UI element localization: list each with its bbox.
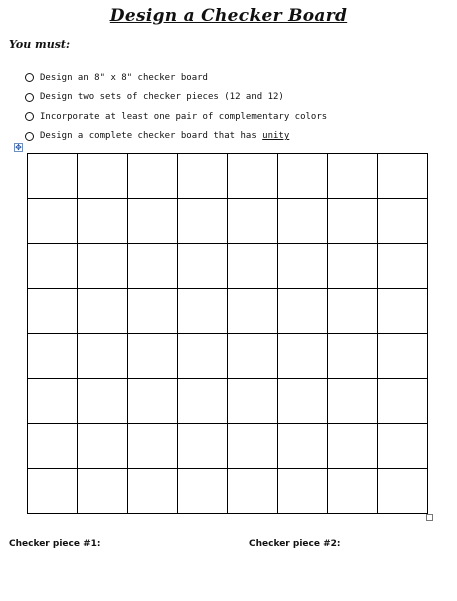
board-cell[interactable] [78, 289, 128, 334]
board-row [28, 244, 428, 289]
board-cell[interactable] [278, 289, 328, 334]
board-cell[interactable] [128, 469, 178, 514]
board-cell[interactable] [178, 289, 228, 334]
board-cell[interactable] [378, 199, 428, 244]
board-cell[interactable] [278, 199, 328, 244]
board-cell[interactable] [178, 244, 228, 289]
board-cell[interactable] [228, 289, 278, 334]
requirement-item [25, 68, 327, 88]
circle-bullet-icon [25, 112, 34, 121]
board-cell[interactable] [78, 199, 128, 244]
board-cell[interactable] [128, 334, 178, 379]
board-cell[interactable] [178, 379, 228, 424]
board-cell[interactable] [278, 334, 328, 379]
board-cell[interactable] [178, 154, 228, 199]
board-cell[interactable] [278, 379, 328, 424]
board-cell[interactable] [378, 334, 428, 379]
board-cell[interactable] [78, 334, 128, 379]
board-cell[interactable] [128, 379, 178, 424]
board-cell[interactable] [78, 154, 128, 199]
requirement-item [25, 127, 327, 147]
board-cell[interactable] [228, 424, 278, 469]
board-cell[interactable] [178, 424, 228, 469]
board-cell[interactable] [228, 154, 278, 199]
table-move-handle-icon[interactable]: ✥ [15, 143, 22, 152]
board-cell[interactable] [278, 424, 328, 469]
board-cell[interactable] [328, 379, 378, 424]
underlined-word: unity [262, 131, 290, 142]
board-cell[interactable] [28, 334, 78, 379]
board-cell[interactable] [328, 199, 378, 244]
board-cell[interactable] [328, 424, 378, 469]
requirement-text: Design two sets of checker pieces (12 and 12) [40, 92, 284, 103]
circle-bullet-icon [25, 132, 34, 141]
board-cell[interactable] [378, 154, 428, 199]
requirements-list [25, 68, 327, 146]
board-cell[interactable] [228, 379, 278, 424]
board-cell[interactable] [378, 244, 428, 289]
must-heading: You must: [9, 38, 71, 51]
board-cell[interactable] [178, 199, 228, 244]
board-cell[interactable] [178, 469, 228, 514]
board-cell[interactable] [128, 154, 178, 199]
board-cell[interactable] [228, 334, 278, 379]
board-cell[interactable] [278, 244, 328, 289]
board-cell[interactable] [328, 154, 378, 199]
board-cell[interactable] [78, 379, 128, 424]
board-cell[interactable] [278, 469, 328, 514]
board-cell[interactable] [378, 469, 428, 514]
board-cell[interactable] [78, 469, 128, 514]
board-cell[interactable] [328, 469, 378, 514]
board-cell[interactable] [128, 289, 178, 334]
board-cell[interactable] [378, 379, 428, 424]
board-cell[interactable] [28, 289, 78, 334]
board-cell[interactable] [28, 424, 78, 469]
board-cell[interactable] [78, 424, 128, 469]
circle-bullet-icon [25, 93, 34, 102]
board-cell[interactable] [328, 334, 378, 379]
board-cell[interactable] [28, 379, 78, 424]
board-cell[interactable] [278, 154, 328, 199]
board-cell[interactable] [378, 289, 428, 334]
board-cell[interactable] [28, 469, 78, 514]
board-cell[interactable] [228, 469, 278, 514]
board-cell[interactable] [228, 199, 278, 244]
board-row [28, 469, 428, 514]
requirement-text: Design an 8" x 8" checker board [40, 72, 208, 83]
board-cell[interactable] [128, 199, 178, 244]
circle-bullet-icon [25, 73, 34, 82]
board-row [28, 424, 428, 469]
table-resize-handle[interactable] [426, 514, 433, 521]
board-cell[interactable] [28, 244, 78, 289]
board-cell[interactable] [378, 424, 428, 469]
requirement-item [25, 107, 327, 127]
requirement-text: Design a complete checker board that has [40, 131, 263, 142]
checker-piece-1-label: Checker piece #1: [9, 539, 101, 549]
board-row [28, 199, 428, 244]
checker-board-grid [27, 153, 428, 514]
board-row [28, 289, 428, 334]
board-row [28, 379, 428, 424]
board-cell[interactable] [178, 334, 228, 379]
board-cell[interactable] [78, 244, 128, 289]
board-cell[interactable] [328, 244, 378, 289]
requirement-text: Incorporate at least one pair of complementary colors [40, 111, 328, 122]
board-cell[interactable] [128, 244, 178, 289]
checker-piece-2-label: Checker piece #2: [249, 539, 341, 549]
board-row [28, 154, 428, 199]
board-cell[interactable] [128, 424, 178, 469]
requirement-item [25, 88, 327, 108]
board-cell[interactable] [228, 244, 278, 289]
board-row [28, 334, 428, 379]
board-cell[interactable] [28, 154, 78, 199]
board-cell[interactable] [328, 289, 378, 334]
document-title: Design a Checker Board [109, 6, 348, 26]
board-cell[interactable] [28, 199, 78, 244]
